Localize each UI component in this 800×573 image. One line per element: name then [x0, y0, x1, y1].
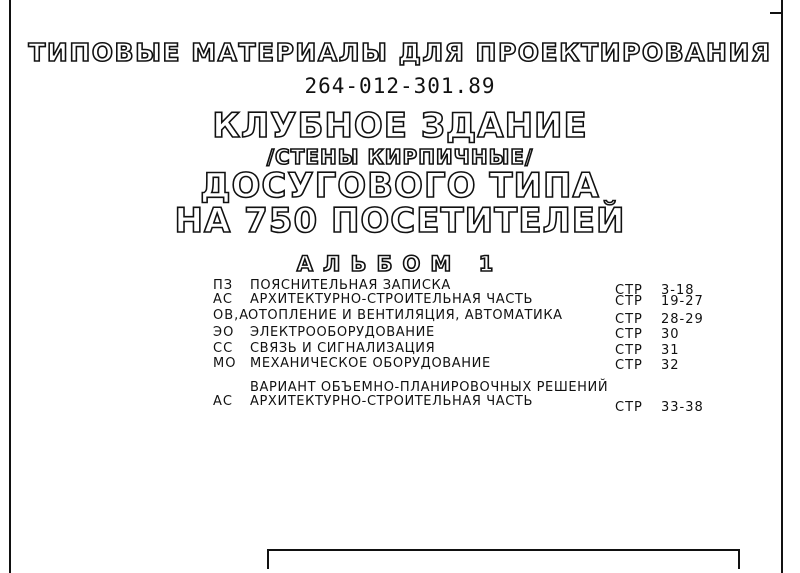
page-label: СТР [615, 327, 643, 342]
section-code: АС [213, 394, 233, 409]
page-label: СТР [615, 294, 643, 309]
list-item [0, 356, 800, 372]
project-number: 264-012-301.89 [304, 74, 496, 98]
section-code: АС [213, 292, 233, 307]
section-title: АРХИТЕКТУРНО-СТРОИТЕЛЬНАЯ ЧАСТЬ [250, 292, 533, 307]
page-range: 19-27 [661, 294, 704, 309]
page-label: СТР [615, 343, 643, 358]
title-line-2: ДОСУГОВОГО ТИПА [200, 166, 600, 206]
page-range: 28-29 [661, 312, 704, 327]
variant-heading: ВАРИАНТ ОБЪЕМНО-ПЛАНИРОВОЧНЫХ РЕШЕНИЙ [250, 380, 609, 395]
page-label: СТР [615, 400, 643, 415]
section-title: ЭЛЕКТРООБОРУДОВАНИЕ [250, 325, 435, 340]
page-range: 3-18 [661, 283, 695, 298]
title-line-1: КЛУБНОЕ ЗДАНИЕ [212, 106, 588, 146]
section-code: ЭО [213, 325, 235, 340]
page-range: 32 [661, 358, 680, 373]
list-item [0, 394, 800, 415]
section-code: ОВ,А [213, 308, 250, 323]
page-label: СТР [615, 283, 643, 298]
title-line-3: НА 750 ПОСЕТИТЕЛЕЙ [174, 201, 626, 241]
section-code: СС [213, 341, 234, 356]
page-label: СТР [615, 312, 643, 327]
corner-tick-top-right [770, 12, 782, 14]
section-title: СВЯЗЬ И СИГНАЛИЗАЦИЯ [250, 341, 436, 356]
page-label: СТР [615, 358, 643, 373]
section-title: ОТОПЛЕНИЕ И ВЕНТИЛЯЦИЯ, АВТОМАТИКА [248, 308, 563, 323]
list-item [0, 308, 800, 327]
section-title: АРХИТЕКТУРНО-СТРОИТЕЛЬНАЯ ЧАСТЬ [250, 394, 533, 409]
page-range: 31 [661, 343, 680, 358]
section-code: ПЗ [213, 278, 234, 293]
section-title: МЕХАНИЧЕСКОЕ ОБОРУДОВАНИЕ [250, 356, 491, 371]
list-item [0, 292, 800, 308]
list-item [0, 341, 800, 357]
bottom-tick-right [738, 549, 740, 569]
section-code: МО [213, 356, 237, 371]
series-title: ТИПОВЫЕ МАТЕРИАЛЫ ДЛЯ ПРОЕКТИРОВАНИЯ [28, 38, 772, 67]
page-range: 33-38 [661, 400, 704, 415]
list-item [0, 325, 800, 341]
album-label: АЛЬБОМ 1 [296, 252, 504, 276]
page-range: 30 [661, 327, 680, 342]
bottom-divider [268, 549, 738, 551]
bottom-tick-left [267, 549, 269, 569]
section-title: ПОЯСНИТЕЛЬНАЯ ЗАПИСКА [250, 278, 451, 293]
title-subtitle: /СТЕНЫ КИРПИЧНЫЕ/ [266, 145, 534, 169]
